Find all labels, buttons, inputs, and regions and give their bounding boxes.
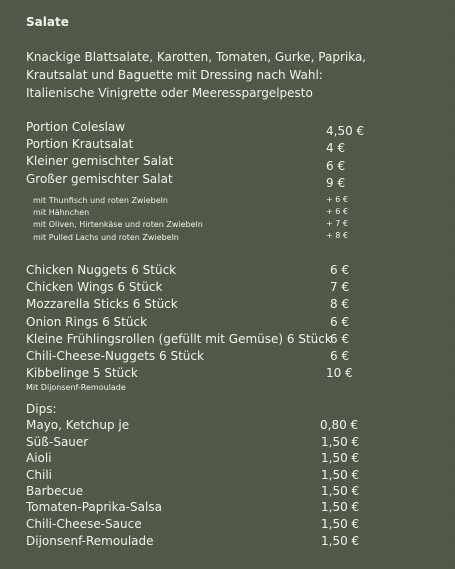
dip-name: Barbecue [26, 484, 84, 498]
intro-line: Knackige Blattsalate, Karotten, Tomaten, Gurke, Paprika, [26, 50, 367, 64]
snack-price: 10 € [326, 366, 353, 380]
dip-price: 1,50 € [321, 484, 360, 498]
dip-name: Aioli [26, 451, 52, 465]
snack-name: Onion Rings 6 Stück [26, 315, 148, 329]
extra-price: + 6 € [326, 195, 348, 204]
dip-price: 1,50 € [321, 517, 360, 531]
salad-price: 9 € [326, 176, 346, 190]
dip-price: 0,80 € [320, 418, 359, 432]
snack-price: 7 € [330, 280, 350, 294]
dip-price: 1,50 € [321, 534, 360, 548]
snack-price: 8 € [330, 297, 350, 311]
snack-price: 6 € [330, 263, 350, 277]
extra-name: mit Oliven, Hirtenkäse und roten Zwiebeln [33, 220, 203, 229]
snack-note: Mit Dijonsenf-Remoulade [26, 383, 126, 392]
extra-name: mit Hähnchen [33, 208, 90, 217]
dips-heading: Dips: [26, 402, 57, 416]
intro-line: Krautsalat und Baguette mit Dressing nach Wahl: [26, 68, 323, 82]
snack-name: Kleine Frühlingsrollen (gefüllt mit Gemüse) 6 Stück [26, 332, 332, 346]
menu-title: Salate [26, 15, 69, 29]
snack-name: Chicken Nuggets 6 Stück [26, 263, 177, 277]
salad-price: 4,50 € [326, 124, 365, 138]
snack-name: Kibbelinge 5 Stück [26, 366, 138, 380]
extra-name: mit Pulled Lachs und roten Zwiebeln [33, 233, 179, 242]
extra-price: + 7 € [326, 219, 348, 228]
dip-price: 1,50 € [321, 435, 360, 449]
dip-name: Süß-Sauer [26, 435, 89, 449]
snack-name: Chili-Cheese-Nuggets 6 Stück [26, 349, 204, 363]
dip-name: Mayo, Ketchup je [26, 418, 130, 432]
salad-price: 6 € [326, 159, 346, 173]
salad-name: Großer gemischter Salat [26, 172, 173, 186]
snack-price: 6 € [330, 349, 350, 363]
dip-price: 1,50 € [321, 468, 360, 482]
salad-name: Portion Coleslaw [26, 120, 126, 134]
dip-name: Chili-Cheese-Sauce [26, 517, 142, 531]
snack-price: 6 € [330, 332, 350, 346]
dip-name: Chili [26, 468, 52, 482]
dip-price: 1,50 € [321, 500, 360, 514]
extra-price: + 6 € [326, 207, 348, 216]
dip-name: Dijonsenf-Remoulade [26, 534, 154, 548]
snack-name: Chicken Wings 6 Stück [26, 280, 163, 294]
intro-line: Italienische Vinigrette oder Meeresspargelpesto [26, 86, 313, 100]
extra-name: mit Thunfisch und roten Zwiebeln [33, 196, 168, 205]
salad-name: Kleiner gemischter Salat [26, 154, 174, 168]
salad-price: 4 € [326, 141, 346, 155]
dip-price: 1,50 € [321, 451, 360, 465]
dip-name: Tomaten-Paprika-Salsa [26, 500, 162, 514]
snack-price: 6 € [330, 315, 350, 329]
salad-name: Portion Krautsalat [26, 137, 134, 151]
extra-price: + 8 € [326, 231, 348, 240]
snack-name: Mozzarella Sticks 6 Stück [26, 297, 178, 311]
